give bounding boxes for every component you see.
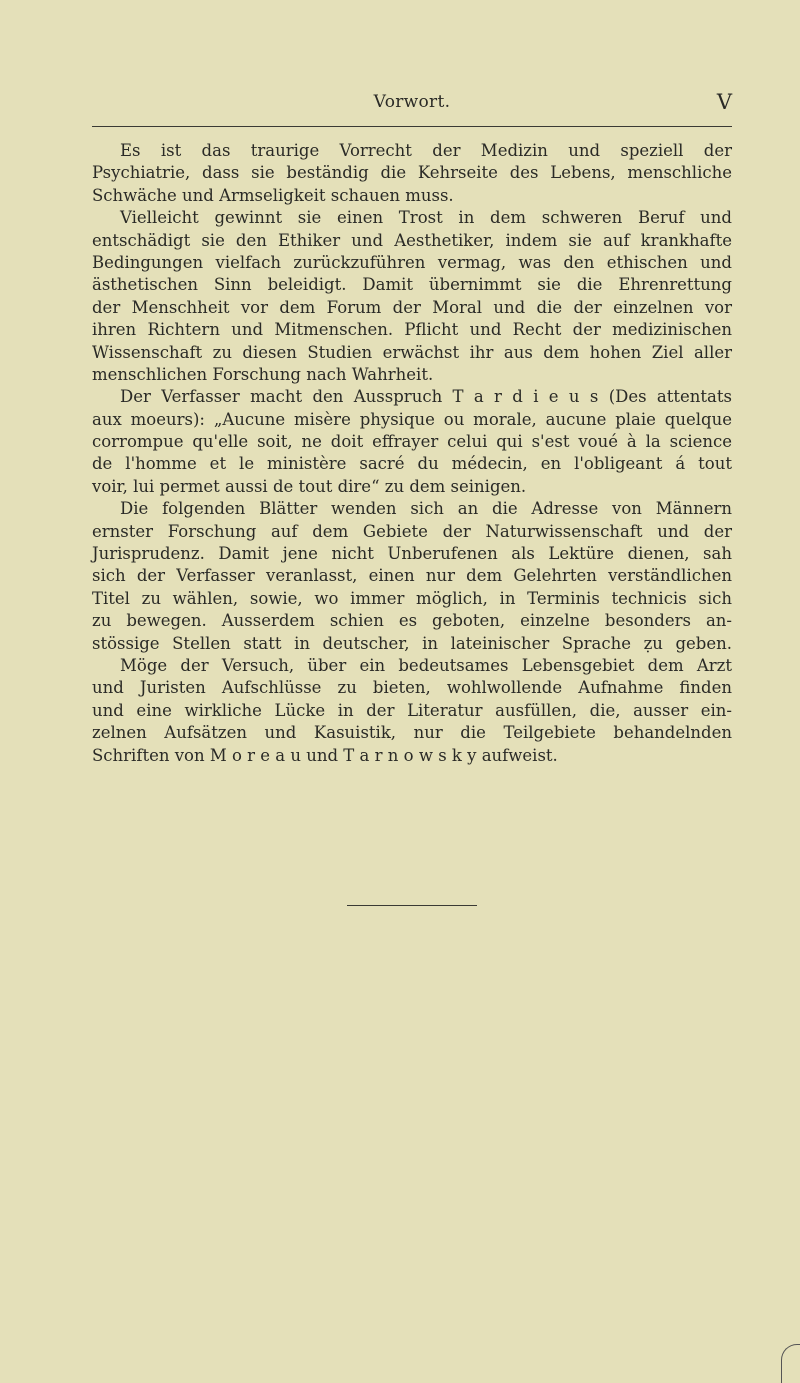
- page-number: V: [716, 90, 732, 114]
- text-line: Möge der Versuch, über ein bedeutsames Lebensgebiet dem Arzt: [120, 655, 732, 675]
- text-line: Es ist das traurige Vorrecht der Medizin und speziell der: [120, 141, 732, 160]
- text-line: Vielleicht gewinnt sie einen Trost in dem schweren Beruf und: [120, 208, 732, 228]
- text-line: corrompue qu'elle soit, ne doit effrayer celui qui s'est voué à la science: [92, 432, 732, 452]
- text-line: ihren Richtern und Mitmenschen. Pflicht und Recht der medizinischen: [92, 320, 732, 340]
- text-line: ernster Forschung auf dem Gebiete der Naturwissenschaft und der: [92, 521, 732, 541]
- text-line: Bedingungen vielfach zurückzuführen vermag, was den ethischen und: [92, 252, 732, 272]
- text-line: und eine wirkliche Lücke in der Literatur ausfüllen, die, ausser ein-: [92, 700, 732, 720]
- paragraph: [92, 498, 732, 655]
- paragraph: [92, 386, 732, 498]
- text-line: Jurisprudenz. Damit jene nicht Unberufenen als Lektüre dienen, sah: [92, 544, 732, 564]
- closing-rule: [347, 905, 477, 906]
- text-line: Die folgenden Blätter wenden sich an die Adresse von Männern: [120, 499, 732, 519]
- text-line: de l'homme et le ministère sacré du médecin, en l'obligeant á tout: [92, 454, 732, 474]
- text-line: Schriften von M o r e a u und T a r n o w s k y aufweist.: [92, 745, 558, 765]
- text-line: der Menschheit vor dem Forum der Moral und die der einzelnen vor: [92, 297, 732, 317]
- text-line: und Juristen Aufschlüsse zu bieten, wohlwollende Aufnahme finden: [92, 678, 732, 698]
- page-edge-mark: [781, 1344, 800, 1383]
- text-line: Der Verfasser macht den Ausspruch T a r d i e u s (Des attentats: [120, 387, 732, 407]
- running-title: Vorwort.: [373, 92, 451, 112]
- paragraph: [92, 655, 732, 767]
- text-line: voir, lui permet aussi de tout dire“ zu dem seinigen.: [92, 476, 527, 496]
- page-header: [92, 92, 732, 127]
- text-line: zelnen Aufsätzen und Kasuistik, nur die Teilgebiete behandelnden: [92, 723, 732, 743]
- text-line: aux moeurs): „Aucune misère physique ou morale, aucune plaie quelque: [92, 409, 732, 429]
- text-line: Titel zu wählen, sowie, wo immer möglich, in Terminis technicis sich: [92, 588, 732, 608]
- preface-text: [92, 140, 732, 767]
- text-line: Schwäche und Armseligkeit schauen muss.: [92, 185, 454, 205]
- paragraph: [92, 140, 732, 207]
- paragraph: [92, 207, 732, 386]
- text-line: menschlichen Forschung nach Wahrheit.: [92, 364, 434, 384]
- text-line: entschädigt sie den Ethiker und Aesthetiker, indem sie auf krankhafte: [92, 230, 732, 250]
- text-line: Wissenschaft zu diesen Studien erwächst ihr aus dem hohen Ziel aller: [92, 342, 732, 362]
- text-line: ästhetischen Sinn beleidigt. Damit übernimmt sie die Ehrenrettung: [92, 275, 732, 295]
- text-line: sich der Verfasser veranlasst, einen nur dem Gelehrten verständlichen: [92, 566, 732, 586]
- text-line: Psychiatrie, dass sie beständig die Kehrseite des Lebens, menschliche: [92, 163, 732, 183]
- text-line: zu bewegen. Ausserdem schien es geboten, einzelne besonders an-: [92, 611, 732, 631]
- text-line: stössige Stellen statt in deutscher, in lateinischer Sprache ẓu geben.: [92, 633, 732, 653]
